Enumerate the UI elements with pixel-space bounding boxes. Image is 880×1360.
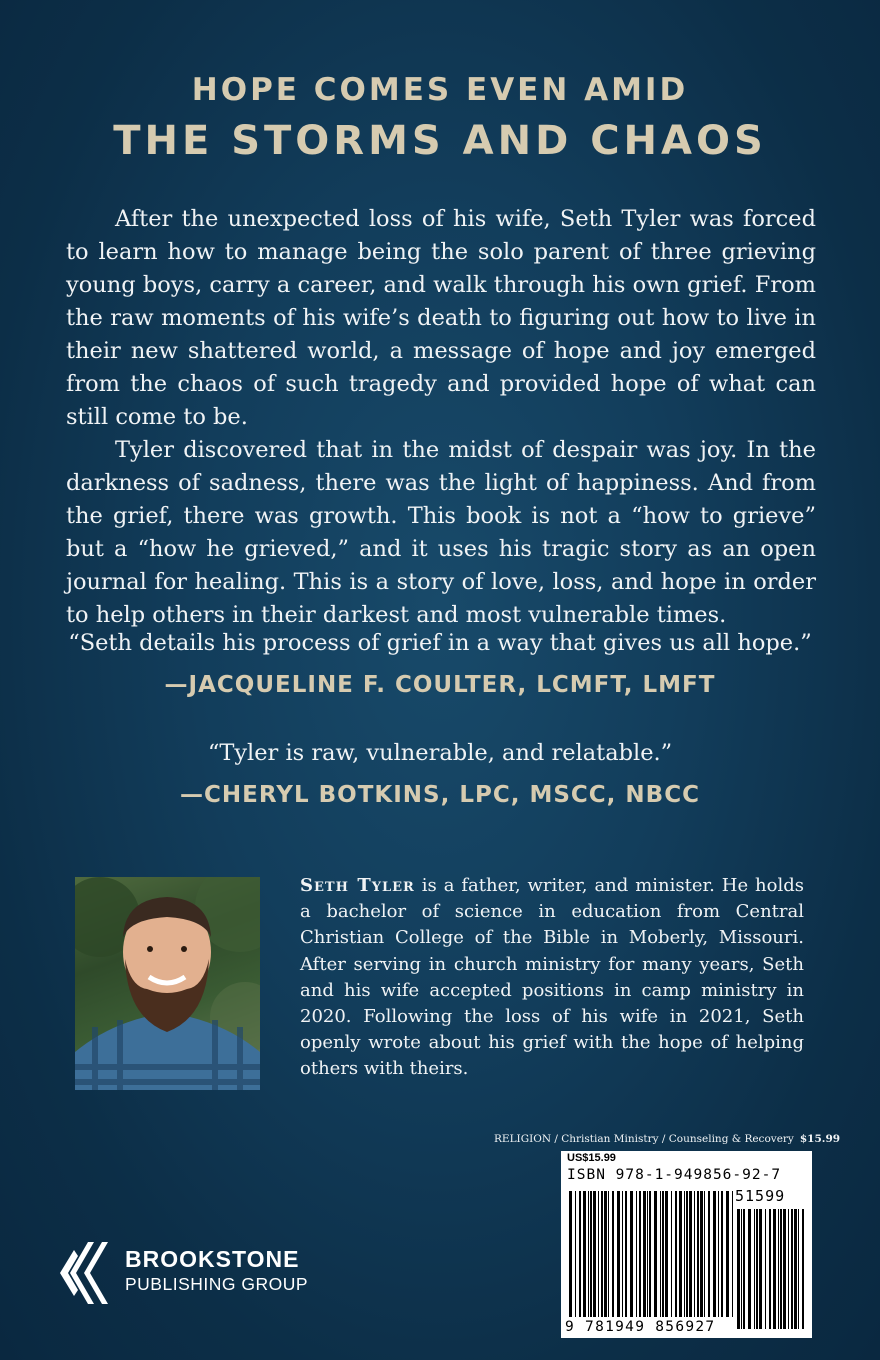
barcode-bar (593, 1191, 596, 1317)
barcode-bar (636, 1191, 637, 1317)
barcode-bar (783, 1209, 786, 1329)
barcode-bar (647, 1191, 648, 1317)
barcode-bar (732, 1191, 733, 1317)
barcode-bar (665, 1191, 668, 1317)
barcode-bar (583, 1191, 586, 1317)
headline-line-2: THE STORMS AND CHAOS (113, 118, 767, 164)
endorsement-attribution-2: —CHERYL BOTKINS, LPC, MSCC, NBCC (180, 782, 700, 808)
barcode-bar (700, 1191, 703, 1317)
author-portrait-illustration (75, 877, 260, 1090)
barcode-bar (671, 1191, 672, 1317)
barcode-bar (604, 1191, 607, 1317)
publisher-logo (58, 1238, 378, 1308)
barcode-bar (617, 1191, 620, 1317)
barcode-bar (713, 1191, 716, 1317)
barcode-bar (773, 1209, 776, 1329)
publisher-name-line-1: BROOKSTONE (125, 1246, 300, 1272)
barcode-bar (741, 1209, 742, 1329)
barcode-bar (612, 1191, 614, 1317)
barcode-bar (598, 1191, 599, 1317)
endorsement-quote-1: “Seth details his process of grief in a way that gives us all hope.” (68, 630, 812, 656)
barcode-bar (788, 1209, 789, 1329)
barcode-bar (769, 1209, 771, 1329)
barcode-bar (590, 1191, 592, 1317)
author-bio (300, 873, 804, 1083)
book-description (66, 203, 816, 632)
barcode-bar (704, 1191, 705, 1317)
barcode-bar (726, 1191, 729, 1317)
endorsement-quote-2: “Tyler is raw, vulnerable, and relatable.” (207, 740, 673, 766)
barcode-bar (679, 1191, 682, 1317)
barcode-bars (561, 1151, 812, 1338)
barcode-bar (798, 1209, 799, 1329)
barcode-bar (754, 1209, 755, 1329)
barcode-bar (575, 1191, 576, 1317)
headline-line-1: HOPE COMES EVEN AMID (191, 72, 689, 108)
isbn-barcode (561, 1151, 812, 1338)
barcode-bar (697, 1191, 699, 1317)
author-photo (75, 877, 260, 1090)
brookstone-chevron-icon (58, 1238, 118, 1308)
barcode-bar (708, 1191, 710, 1317)
barcode-bar (748, 1209, 751, 1329)
barcode-bar (689, 1191, 692, 1317)
barcode-bar (694, 1191, 695, 1317)
publisher-name-line-2: PUBLISHING GROUP (125, 1274, 309, 1294)
barcode-bar (579, 1191, 581, 1317)
barcode-bar (588, 1191, 589, 1317)
barcode-bar (759, 1209, 762, 1329)
barcode-bar (639, 1191, 641, 1317)
barcode-bar (630, 1191, 633, 1317)
barcode-digits: 9 781949 856927 (565, 1319, 716, 1335)
barcode-bar (802, 1209, 804, 1329)
barcode-bar (675, 1191, 677, 1317)
description-paragraph-1: After the unexpected loss of his wife, Seth Tyler was forced to learn how to manage being the solo parent of three grieving young boys, carry a career, and walk through his own grief. From the raw moments of his wife’s death to figuring out how to live in their new shattered world, a message of hope and joy emerged from the chaos of such tragedy and provided hope of what can still come to be. (66, 206, 816, 430)
category-line (494, 1133, 841, 1145)
barcode-bar (737, 1209, 740, 1329)
barcode-bar (686, 1191, 688, 1317)
barcode-bar (765, 1209, 766, 1329)
barcode-bar (601, 1191, 603, 1317)
barcode-bar (608, 1191, 609, 1317)
barcode-bar (778, 1209, 779, 1329)
barcode-bar (794, 1209, 797, 1329)
barcode-bar (791, 1209, 793, 1329)
barcode-bar (625, 1191, 627, 1317)
barcode-bar (756, 1209, 758, 1329)
barcode-bar (684, 1191, 685, 1317)
barcode-bar (569, 1191, 572, 1317)
barcode-bar (662, 1191, 664, 1317)
author-bio-text: is a father, writer, and minister. He holds a bachelor of science in education from Central Christian College of the Bible in Moberly, Missouri. After serving in church ministry for many years, Seth and his wife accepted positions in camp ministry in 2020. Following the loss of his wife in 2021, Seth openly wrote about his grief with the hope of helping others with theirs. (300, 875, 804, 1080)
barcode-bar (718, 1191, 719, 1317)
description-paragraph-2: Tyler discovered that in the midst of despair was joy. In the darkness of sadness, there was the light of happiness. And from the grief, there was growth. This book is not a “how to grieve” but a “how he grieved,” and it uses his tragic story as an open journal for healing. This is a story of love, loss, and hope in order to help others in their darkest and most vulnerable times. (66, 437, 816, 628)
barcode-addon-code: 51599 (735, 1187, 786, 1205)
category-price: $15.99 (799, 1133, 841, 1145)
isbn-label: ISBN 978-1-949856-92-7 (567, 1167, 782, 1183)
barcode-bar (643, 1191, 646, 1317)
barcode-bar (649, 1191, 651, 1317)
barcode-bar (780, 1209, 782, 1329)
barcode-usd-price: US$15.99 (567, 1152, 616, 1164)
barcode-bar (654, 1191, 657, 1317)
barcode-bar (743, 1209, 745, 1329)
barcode-bar (721, 1191, 723, 1317)
endorsement-attribution-1: —JACQUELINE F. COULTER, LCMFT, LMFT (164, 672, 716, 698)
author-name: Seth Tyler (300, 875, 415, 896)
barcode-bar (660, 1191, 661, 1317)
barcode-bar (622, 1191, 623, 1317)
category-text: RELIGION / Christian Ministry / Counseling & Recovery (494, 1133, 794, 1145)
